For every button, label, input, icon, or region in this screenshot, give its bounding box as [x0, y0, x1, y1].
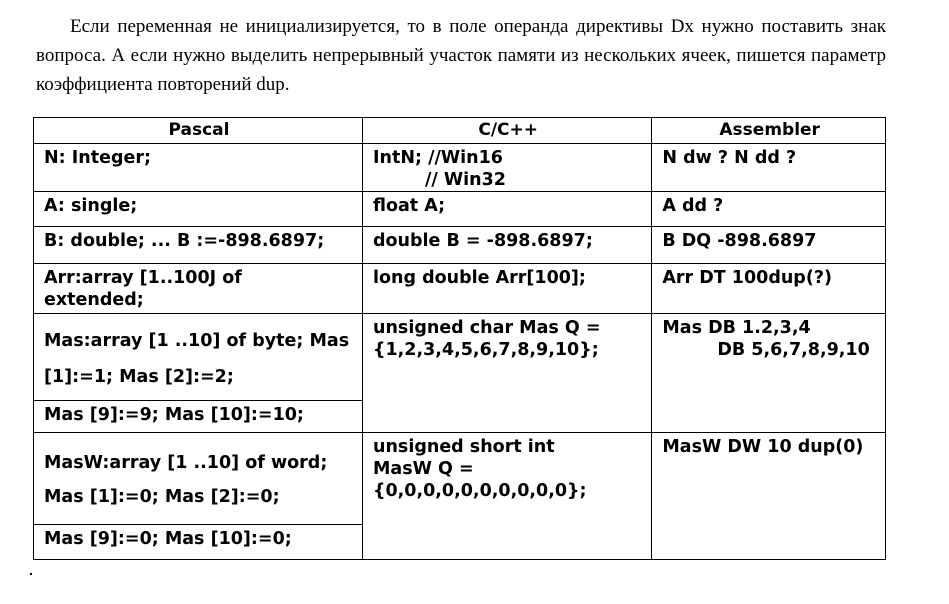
comparison-table	[33, 117, 886, 560]
cell-c-line: {0,0,0,0,0,0,0,0,0,0};	[373, 481, 587, 501]
cell-c: float A;	[363, 192, 652, 227]
cell-pascal	[34, 264, 363, 314]
cell-c-line: // Win32	[425, 170, 506, 190]
cell-c-line: unsigned short int	[373, 437, 555, 457]
cell-c: long double Arr[100];	[363, 264, 652, 314]
cell-asm: Arr DT 100dup(?)	[652, 264, 886, 314]
table-row	[34, 227, 886, 264]
cell-pascal: Mas [9]:=9; Mas [10]:=10;	[34, 401, 363, 433]
cell-pascal-line: [1]:=1; Mas [2]:=2;	[44, 366, 234, 387]
cell-c	[363, 433, 652, 560]
cell-c-line: MasW Q =	[373, 459, 474, 479]
stray-dot	[30, 573, 32, 575]
table-row	[34, 264, 886, 314]
cell-asm: MasW DW 10 dup(0)	[652, 433, 886, 560]
cell-asm	[652, 314, 886, 433]
intro-paragraph: Если переменная не инициализируется, то в поле операнда директивы Dx нужно поставить знак вопроса. А если нужно выделить непрерывный участок памяти из нескольких ячеек, пишется параметр коэффициента повторений dup.	[36, 16, 886, 95]
header-c: C/C++	[363, 118, 652, 144]
cell-pascal-line: MasW:array [1 ..10] of word;	[44, 453, 328, 473]
intro-text	[36, 12, 886, 99]
cell-pascal: B: double; ... B :=-898.6897;	[34, 227, 363, 264]
cell-c: double B = -898.6897;	[363, 227, 652, 264]
cell-asm: A dd ?	[652, 192, 886, 227]
table-row	[34, 433, 886, 525]
cell-asm: B DQ -898.6897	[652, 227, 886, 264]
table-row	[34, 314, 886, 401]
cell-c-line: unsigned char Mas Q =	[373, 318, 601, 338]
cell-pascal-line: Arr:array [1..100J of	[44, 268, 242, 288]
table-row	[34, 144, 886, 192]
cell-c-line: IntN; //Win16	[373, 148, 503, 168]
cell-pascal-line: Mas [1]:=0; Mas [2]:=0;	[44, 487, 280, 507]
table-row	[34, 192, 886, 227]
cell-pascal-line: extended;	[44, 290, 144, 310]
cell-pascal: A: single;	[34, 192, 363, 227]
header-pascal: Pascal	[34, 118, 363, 144]
cell-c	[363, 144, 652, 192]
cell-pascal-line: Mas:array [1 ..10] of byte; Mas	[44, 330, 350, 351]
cell-asm-line: Mas DB 1.2,3,4	[662, 318, 811, 338]
cell-pascal: N: Integer;	[34, 144, 363, 192]
cell-pascal: Mas [9]:=0; Mas [10]:=0;	[34, 525, 363, 560]
cell-c	[363, 314, 652, 433]
cell-c-line: {1,2,3,4,5,6,7,8,9,10};	[373, 340, 599, 360]
cell-pascal	[34, 314, 363, 401]
table-header-row	[34, 118, 886, 144]
cell-asm-line: DB 5,6,7,8,9,10	[717, 340, 870, 360]
header-assembler: Assembler	[652, 118, 886, 144]
cell-asm: N dw ? N dd ?	[652, 144, 886, 192]
cell-pascal	[34, 433, 363, 525]
